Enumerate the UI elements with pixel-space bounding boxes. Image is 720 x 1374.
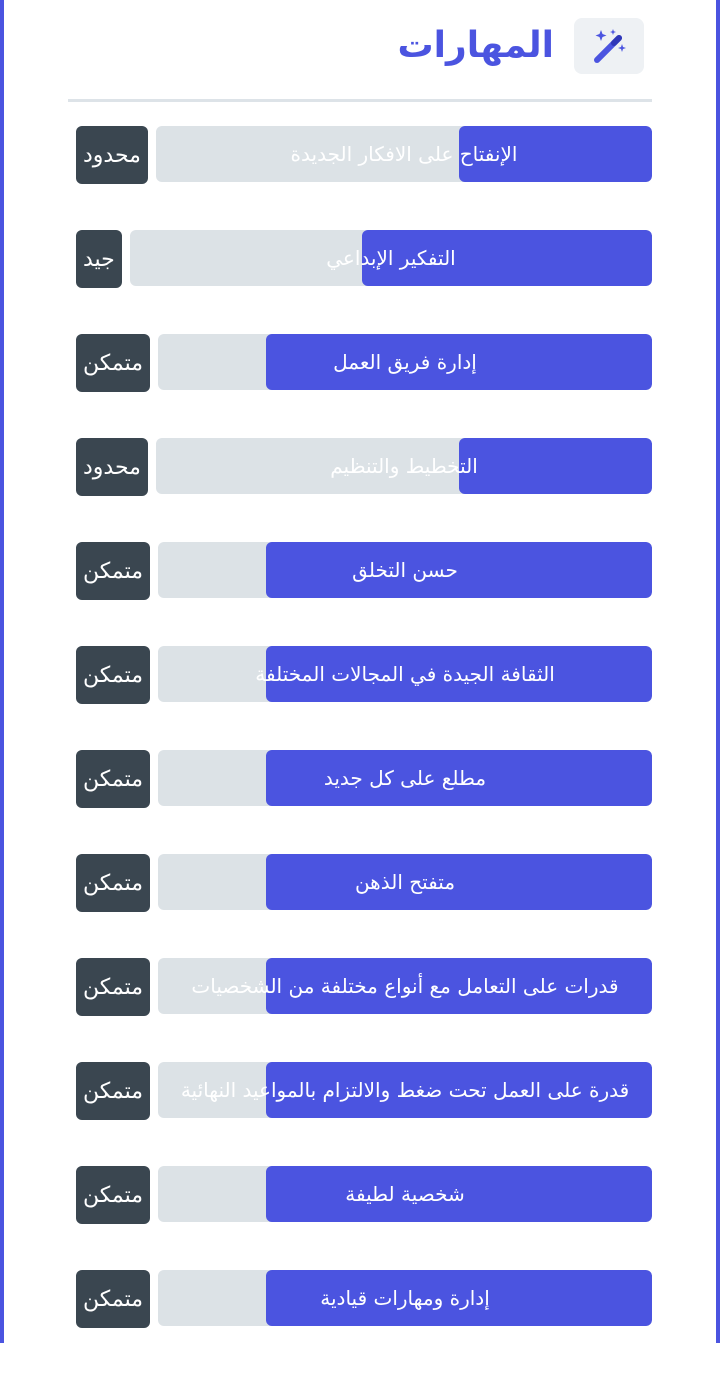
skill-level-badge: متمكن	[76, 1062, 150, 1120]
skill-row	[76, 126, 652, 184]
skill-row	[76, 1166, 652, 1224]
skill-row	[76, 1270, 652, 1328]
skill-level-badge: متمكن	[76, 854, 150, 912]
skill-level-badge: محدود	[76, 438, 148, 496]
skill-level-badge: متمكن	[76, 646, 150, 704]
skill-level-badge: متمكن	[76, 958, 150, 1016]
skill-label: قدرات على التعامل مع أنواع مختلفة من الشخصيات	[191, 974, 619, 998]
skill-progress-track	[158, 958, 652, 1014]
skill-label: قدرة على العمل تحت ضغط والالتزام بالمواعيد النهائية	[180, 1078, 630, 1102]
skill-row	[76, 646, 652, 704]
skill-row	[76, 334, 652, 392]
skill-label: مطلع على كل جديد	[323, 766, 487, 790]
skill-row	[76, 958, 652, 1016]
skill-label: شخصية لطيفة	[345, 1182, 465, 1206]
skill-label: التفكير الإبداعي	[326, 246, 456, 270]
skill-level-badge: متمكن	[76, 334, 150, 392]
right-edge-bar	[716, 0, 720, 1343]
skill-label: حسن التخلق	[352, 558, 458, 582]
skill-level-badge: متمكن	[76, 1270, 150, 1328]
skill-label: التخطيط والتنظيم	[330, 454, 478, 478]
skill-row	[76, 750, 652, 808]
skill-progress-track	[158, 334, 652, 390]
skill-row	[76, 230, 652, 288]
skill-row	[76, 854, 652, 912]
skill-label: الثقافة الجيدة في المجالات المختلفة	[255, 662, 555, 686]
skill-progress-track	[158, 646, 652, 702]
header-divider	[68, 99, 652, 102]
skills-header	[68, 16, 652, 100]
skill-progress-track	[156, 126, 652, 182]
skill-progress-track	[158, 750, 652, 806]
skill-progress-track	[130, 230, 652, 286]
skill-level-badge: جيد	[76, 230, 122, 288]
skill-level-badge: متمكن	[76, 750, 150, 808]
skill-label: إدارة فريق العمل	[333, 350, 477, 374]
skill-level-badge: متمكن	[76, 542, 150, 600]
skill-progress-track	[156, 438, 652, 494]
skill-label: الإنفتاح على الافكار الجديدة	[290, 142, 518, 166]
skill-row	[76, 438, 652, 496]
skills-list	[76, 126, 652, 1374]
skill-label: إدارة ومهارات قيادية	[320, 1286, 490, 1310]
skill-progress-track	[158, 1166, 652, 1222]
left-edge-bar	[0, 0, 4, 1343]
skill-level-badge: متمكن	[76, 1166, 150, 1224]
skill-progress-track	[158, 542, 652, 598]
skill-progress-track	[158, 1270, 652, 1326]
skill-row	[76, 1062, 652, 1120]
skill-progress-track	[158, 854, 652, 910]
skill-progress-track	[158, 1062, 652, 1118]
magic-wand-icon	[574, 18, 644, 74]
skill-row	[76, 542, 652, 600]
skill-label: متفتح الذهن	[354, 870, 456, 894]
skill-level-badge: محدود	[76, 126, 148, 184]
section-title: المهارات	[397, 25, 554, 66]
